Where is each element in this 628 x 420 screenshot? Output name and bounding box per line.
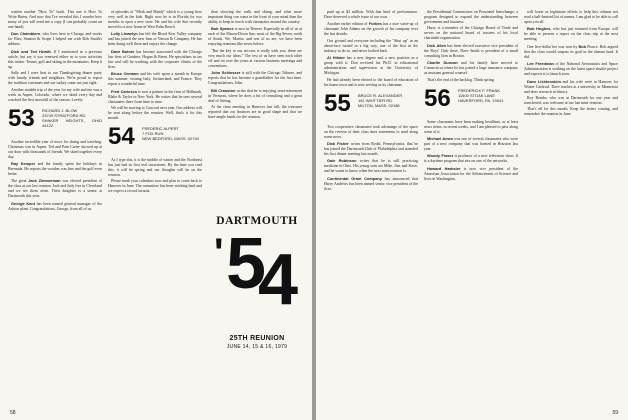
dartmouth-reunion-logo <box>208 213 306 363</box>
column-paragraphs <box>324 125 418 192</box>
body-paragraph: We will be moving to Concord next year. Our address will be sent along before the reunion. Well, that's it for this month. <box>108 105 202 120</box>
body-paragraph: Michael Ames was one of several classmates who were part of a new company that was formed in Houston last year. <box>424 135 518 151</box>
right-column-3 <box>524 10 618 119</box>
class-entry-header <box>424 86 518 116</box>
classmate-name: Howard Harbsler <box>427 165 461 171</box>
body-paragraph: Bob Spence is now in Denver. Especially in all of us at each of the Mason-Dixon line, most of the Big Seven, north of South. We, Martin, and rest of us are, we have been enjoying reunions like never before. <box>208 26 302 47</box>
address-line: 181 WHITTIER RD. <box>358 97 394 103</box>
body-paragraph: Bill Cranston writes that he is enjoying semi-retirement in Vermont, where he does a bit of consulting and a great deal of fishing. <box>208 87 302 103</box>
body-paragraph: Fred Carlesco is now a partner in the firm of Hallmark, Blake & Taylor in New York. He writes that he sees several classmates there from time to time. <box>108 88 202 104</box>
column-paragraphs <box>424 10 518 83</box>
logo-reunion: 25TH REUNION <box>229 335 285 342</box>
body-paragraph: Another earlier edition of Forbes has a nice write-up of classmate John Adams on the growth of his company over the last decade. <box>324 21 418 37</box>
body-paragraph: John Schlosser is still with the Chicago Tribune, and reports that he has become a grandfather for the first time. Congratulations, John. <box>208 70 302 86</box>
right-column-1 <box>324 10 418 193</box>
class-year-number: 53 <box>8 104 35 132</box>
column-paragraphs <box>8 10 102 103</box>
address-line: 7 FOX RUN <box>142 131 164 137</box>
classmate-name: Dave Butner <box>111 48 135 54</box>
column-paragraphs <box>208 10 302 120</box>
class-year-number: 55 <box>324 89 351 117</box>
class-entry-header <box>324 91 418 121</box>
body-paragraph: George Kent has been named general manager of the Ashton plant. Congratulations, George, from all of us. <box>8 200 102 211</box>
body-paragraph: The great Jack Zimmerman was elected president of the class at our last reunion. Jack and Judy live in Cleveland and we see them often. Their daughter is a senior at Dartmouth this year. <box>8 178 102 199</box>
page-number-right: 59 <box>612 410 618 416</box>
left-column-2 <box>108 10 202 196</box>
body-paragraph: will foster as legitimate efforts to help this column not read a half-hearted list of names. I am glad to be able to call upon you all. <box>524 10 618 24</box>
classmate-name: Forbes <box>368 21 382 27</box>
classmate-name: Bob Spence <box>211 26 234 32</box>
body-paragraph: Another incredible year of news for skiing and traveling. Christmas was in Aspen. Ted and Pam Carter showed up at our door with thousands of friends. We skied together every day. <box>8 139 102 159</box>
body-paragraph: Roy Bombs, who was at Dartmouth for one year and transferred, was welcome at our last mini-reunion. <box>524 95 618 105</box>
class-entry-header <box>108 124 202 154</box>
logo-year <box>208 224 306 327</box>
secretary-address <box>358 93 402 109</box>
address-line: FREDERICK F. FRANK <box>458 87 501 93</box>
right-page <box>316 0 628 420</box>
body-paragraph: Dick Allen has been elected executive vice president of the Boys' Club there. Dave Smith is president of a small consulting firm in Boston. <box>424 42 518 58</box>
body-paragraph: Charlie Duncan and his family have moved to Connecticut where he has joined a large insurance company as assistant general counsel. <box>424 60 518 76</box>
body-paragraph: the Presidential Commission on Personnel Interchange, a program designed to expand the understanding between government and business. <box>424 10 518 24</box>
address-line: SHAKER HEIGHTS, OHIO 44122 <box>42 117 102 129</box>
body-paragraph: That's the end of the backlog. Think spring. <box>427 77 495 82</box>
body-paragraph: Some classmates have been making headlines, or at least news items, in recent weeks, and I am pleased to pass along some of it. <box>424 119 518 134</box>
body-paragraph: Dave Lichtenstein and his wife were in Hanover for Winter Carnival. Dave teaches at a university in Minnesota and does research in history. <box>524 78 618 94</box>
classmate-name: Michael Ames <box>427 135 453 141</box>
classmate-name: Bruce Ormann <box>111 71 139 77</box>
body-paragraph: Continental Grain Company has announced that Harry Andrews has been named senior vice president of the firm. <box>324 175 418 191</box>
classmate-name: John Schlosser <box>211 70 241 76</box>
body-paragraph: Howard Harbsler is now vice president of the American Association for the Advancement of Science and lives in Washington. <box>424 165 518 181</box>
body-paragraph: Lolly Llewelyn has left the Blood Kerr Valley company and has joined the new firm of Vinson & Company. He has been doing well there and enjoys the change. <box>108 31 203 47</box>
column-paragraphs <box>108 10 202 121</box>
classmate-name: Bob Hughes <box>527 26 551 32</box>
left-column-1 <box>8 10 102 213</box>
classmate-name: Lolly Llewelyn <box>111 31 138 37</box>
classmate-name: Don Chamblers <box>11 31 41 37</box>
secretary-address <box>142 126 199 142</box>
body-paragraph: Woody Fraser is producer of a new television show. It is a daytime program that airs on one of the networks. <box>424 153 519 164</box>
column-paragraphs <box>524 10 618 117</box>
body-paragraph: At the class meeting in Hanover last fall, the treasurer reported that our finances are in good shape and that we have ample funds for the reunion. <box>208 104 302 119</box>
left-column-3 <box>208 10 302 208</box>
body-paragraph: Don Chamblers, who lives here in Chicago and works for Burr, Stanton & Scope I helped me with Bob Smith's address. <box>8 31 102 47</box>
secretary-address <box>458 88 503 104</box>
body-paragraph: Al Hilmer has a new degree and a new position as a group with it. Don received his Ph.D. in educational administration and supervision at the University of Michigan. <box>324 55 418 76</box>
classmate-name: Jack Zimmerman <box>28 178 61 184</box>
body-paragraph: Harry is a member of the Chicago Board of Trade and serves on the national board of trustees of his local charitable organization. <box>424 26 518 41</box>
body-paragraph: Dick Fisher writes from Rydal, Pennsylvania, that he has joined the Dartmouth Club of Philadelphia and attended his first dinner meeting last month. <box>324 140 418 156</box>
logo-digit-4: 4 <box>258 240 299 320</box>
page-number-left: 58 <box>10 410 16 416</box>
address-line: RICHARD J. BLOW <box>42 107 78 113</box>
column-paragraphs <box>324 10 418 88</box>
body-paragraph: Another notable trip of the year for my wife and me was a week in Aspen, Colorado, where we skied every day and watched the first snowfall of the season. Lovely. <box>8 87 102 102</box>
body-paragraph: Bob Hughes, who has just returned from Europe, will be able to present a report on the class trip at the next meeting. <box>524 26 618 42</box>
body-paragraph: That's all for this month. Keep the letters coming, and remember the reunion in June. <box>524 107 618 117</box>
classmate-name: Dave Lichtenstein <box>527 78 561 84</box>
classmate-name: Dick Fisher <box>327 140 349 146</box>
body-paragraph: As I type this, it is the middle of winter and the Northeast has just had its first real snowstorm. By the time you read this, it will be spring and our thoughts will be on the reunion. <box>108 157 202 177</box>
class-year-number: 54 <box>108 122 135 150</box>
address-line: MILTON, MASS. 02186 <box>358 102 400 108</box>
body-paragraph: "But the key to our success is really with you, these are very much our ideas." The rest of us have seen each other off and on over the years at various business meetings and conventions. <box>208 48 302 68</box>
logo-dates: JUNE 14, 15 & 16, 1979 <box>226 344 288 350</box>
body-paragraph: Gale Robinson writes that he is still practicing medicine in Ohio. His young sons are Mike, Jim, and Steve, and he wants to know when the next mini-reunion is. <box>324 158 419 174</box>
classmate-name: Al Hilmer <box>327 55 345 61</box>
body-paragraph: Ray Kemper and the family spent the holidays in Bermuda. He reports the weather was fine and the golf even better. <box>8 160 102 176</box>
body-paragraph: Dick and Ted Hewitt. If I mentioned in a previous article, but say it you renewed either as to your activities this winter. Tennis, golf and skiing in the mountains. Keep it up. <box>8 48 102 69</box>
address-line: 23749 STRATFORD RD. <box>42 112 87 118</box>
classmate-name: Lee Freedman <box>527 61 554 67</box>
classmate-name: George Kent <box>11 200 35 206</box>
body-paragraph: Please mark your calendars now and plan to come back to Hanover in June. The committee has been working hard and we expect a record turnout. <box>108 179 202 194</box>
body-paragraph: One five-dollar bet was won by Bob Pearce. Bob argued that the class would surpass its goal in the alumni fund. It did. <box>524 43 618 59</box>
classmate-name: Bill Cranston <box>211 87 236 93</box>
left-page <box>0 0 312 420</box>
classmate-name: Gale Robinson <box>327 158 357 164</box>
classmate-name: Woody Fraser <box>427 153 454 159</box>
column-paragraphs <box>8 140 102 212</box>
secretary-address <box>42 108 102 129</box>
column-paragraphs <box>424 120 518 182</box>
classmate-name: Charlie Duncan <box>427 60 458 66</box>
body-paragraph: Dave Butner has become associated with the Chicago law firm of Gardner, Hogan & Brent. He specializes in tax law and will be working with the corporate clients of the firm. <box>108 48 203 69</box>
address-line: NEW BEDFORD, MASS. 02740 <box>142 136 199 142</box>
body-paragraph: paid up at $2 million. With that kind of performance, Dave deserved a whole issue of our own. <box>324 10 418 19</box>
address-line: 11600 STOAK LANE <box>458 92 495 98</box>
body-paragraph: Lee Freedman of the National Aeronautics and Space Administration is working on the latest space shuttle project and expects it to launch soon. <box>524 61 618 77</box>
body-paragraph: Two cooperative classmates took advantage of the space on the reverse of their class dues statements to send along some news. <box>324 124 418 139</box>
column-paragraphs <box>108 158 202 194</box>
body-paragraph: Sally and I were host to our Thanksgiving dinner party with family, friends and neighbors. We're proud to report the tradition continues and our turkey came out just right. <box>8 71 103 86</box>
classmate-name: Ray Kemper <box>11 160 36 166</box>
body-paragraph: than showing the walk and skiing, and what more important thing can come in the front of your mind than the ability to keep in touch with classmates around the country. <box>208 10 302 24</box>
classmate-name: Fred Carlesco <box>111 88 138 94</box>
classmate-name: Dick and Ted Hewitt <box>11 48 51 54</box>
logo-dartmouth: DARTMOUTH <box>216 215 298 227</box>
classmate-name: Continental Grain Company <box>327 175 382 181</box>
body-paragraph: written another "How To" book. This one is How To Write Better. And now that I've revealed this I wonder how many of you will send me a copy (I can probably count on one hand). <box>8 10 102 29</box>
body-paragraph: He had already been elected to the board of education of his home town and is now serving as its chairman. <box>324 77 418 87</box>
classmate-name: Bob <box>578 43 587 49</box>
address-line: HAVERFORD, PA. 19041 <box>458 97 504 103</box>
body-paragraph: Our ground and everyone including the "Shut up" in an about-face turned in a big way, one of the first in the industry to do so, and never looked back. <box>324 38 418 53</box>
body-paragraph: of episodes of "Mork and Mindy" which is a young hero very well in the kids. Right now he is in Florida for two months to open a new store. He and his wife Sue recently moved to a new home in West Palm Beach. <box>108 10 202 29</box>
body-paragraph: Bruce Ormann and his wife spent a month in Europe this summer, visiting Italy, Switzerland, and France. They report a wonderful time. <box>108 71 202 87</box>
class-entry-header <box>8 106 102 136</box>
class-year-number: 56 <box>424 84 451 112</box>
address-line: FREDERIC ALPERT <box>142 125 179 131</box>
logo-apostrophe: ' <box>214 231 224 275</box>
classmate-name: Dick Allen <box>427 42 447 48</box>
right-column-2 <box>424 10 518 183</box>
logo-digit-5: 5 <box>226 224 267 304</box>
address-line: BRUCE R. ALEXANDER <box>358 92 403 98</box>
